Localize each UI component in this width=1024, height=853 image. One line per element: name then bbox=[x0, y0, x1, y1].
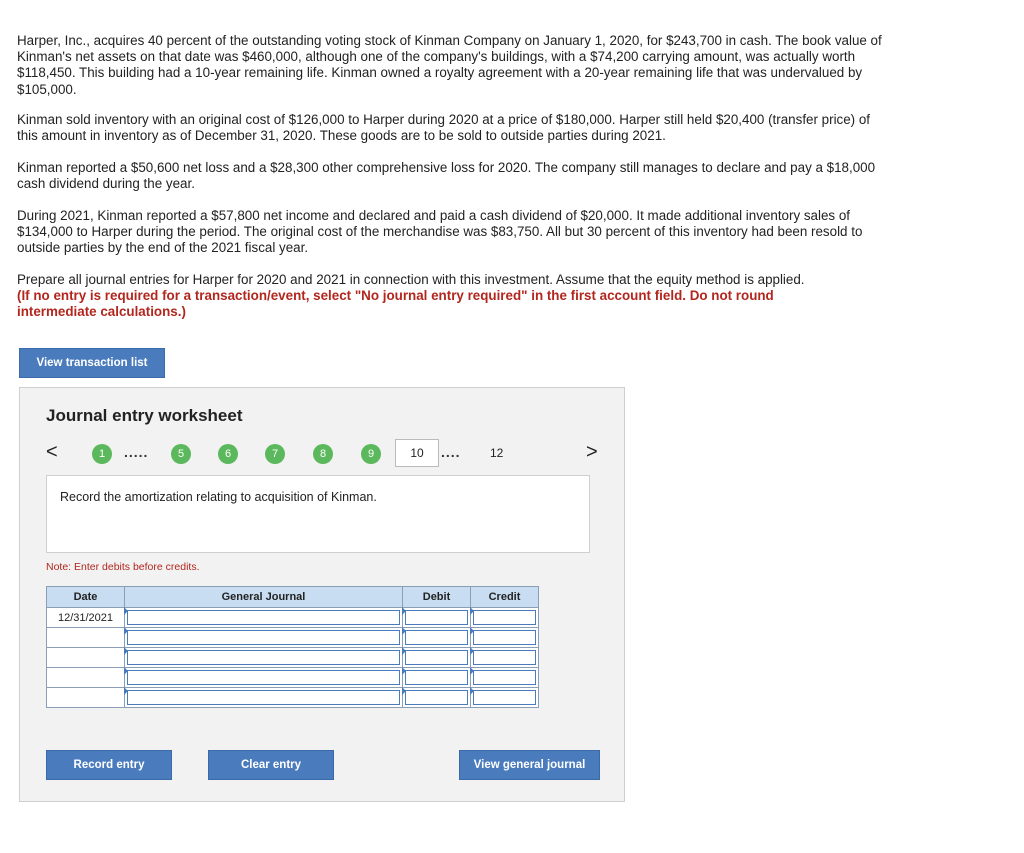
date-cell bbox=[47, 668, 125, 688]
debit-input[interactable] bbox=[403, 668, 471, 688]
step-7[interactable]: 7 bbox=[265, 444, 285, 464]
journal-entry-worksheet bbox=[19, 387, 625, 802]
record-entry-button[interactable]: Record entry bbox=[46, 750, 172, 780]
journal-table bbox=[46, 586, 539, 708]
credit-input[interactable] bbox=[471, 668, 539, 688]
date-cell bbox=[47, 628, 125, 648]
view-general-journal-button[interactable]: View general journal bbox=[459, 750, 600, 780]
clear-entry-button[interactable]: Clear entry bbox=[208, 750, 334, 780]
step-12[interactable]: 12 bbox=[490, 446, 504, 460]
step-1[interactable]: 1 bbox=[92, 444, 112, 464]
account-input[interactable] bbox=[125, 628, 403, 648]
entry-description: Record the amortization relating to acquisition of Kinman. bbox=[60, 490, 377, 504]
date-cell bbox=[47, 648, 125, 668]
credit-input[interactable] bbox=[471, 628, 539, 648]
problem-paragraph-4: During 2021, Kinman reported a $57,800 net income and declared and paid a cash dividend of $20,000. It made additional inventory sales of $134,000 to Harper during the period. The original cost of the merchandise was $83,750. All but 30 percent of this inventory had been resold to outside parties by the end of the 2021 fiscal year. bbox=[17, 208, 863, 256]
account-input[interactable] bbox=[125, 668, 403, 688]
problem-paragraph-1: Harper, Inc., acquires 40 percent of the outstanding voting stock of Kinman Company on January 1, 2020, for $243,700 in cash. The book value of Kinman's net assets on that date was $460,000, although one of the company's buildings, with a $74,200 carrying amount, was actually worth $118,450. This building had a 10-year remaining life. Kinman owned a royalty agreement with a 20-year remaining life that was undervalued by $105,000. bbox=[17, 33, 882, 97]
table-row bbox=[47, 668, 539, 688]
debit-input[interactable] bbox=[403, 648, 471, 668]
problem-paragraph-2: Kinman sold inventory with an original cost of $126,000 to Harper during 2020 at a price of $180,000. Harper still held $20,400 (transfer price) of this amount in inventory as of December 31, 2020. These goods are to be sold to outside parties during 2021. bbox=[17, 112, 871, 144]
general-journal-header: General Journal bbox=[125, 587, 403, 608]
note-text: Note: Enter debits before credits. bbox=[46, 561, 200, 573]
next-arrow-icon[interactable]: > bbox=[586, 441, 598, 463]
date-header: Date bbox=[47, 587, 125, 608]
entry-description-box bbox=[46, 475, 590, 553]
debit-input[interactable] bbox=[403, 608, 471, 628]
prev-arrow-icon[interactable]: < bbox=[46, 441, 58, 463]
credit-input[interactable] bbox=[471, 688, 539, 708]
account-input[interactable] bbox=[125, 648, 403, 668]
table-row bbox=[47, 608, 539, 628]
debit-input[interactable] bbox=[403, 688, 471, 708]
instructions-text: Prepare all journal entries for Harper for 2020 and 2021 in connection with this investment. Assume that the equity method is applied. bbox=[17, 272, 805, 287]
table-row bbox=[47, 688, 539, 708]
debit-header: Debit bbox=[403, 587, 471, 608]
date-cell bbox=[47, 688, 125, 708]
credit-input[interactable] bbox=[471, 608, 539, 628]
instructions-note: (If no entry is required for a transaction/event, select "No journal entry required" in the first account field. Do not round intermediate calculations.) bbox=[17, 288, 774, 320]
step-current-10[interactable]: 10 bbox=[395, 439, 439, 467]
date-cell: 12/31/2021 bbox=[47, 608, 125, 628]
account-input[interactable] bbox=[125, 608, 403, 628]
step-5[interactable]: 5 bbox=[171, 444, 191, 464]
problem-paragraph-3: Kinman reported a $50,600 net loss and a $28,300 other comprehensive loss for 2020. The company still manages to declare and pay a $18,000 cash dividend during the year. bbox=[17, 160, 876, 192]
steps-ellipsis: ..... bbox=[124, 444, 149, 460]
worksheet-title: Journal entry worksheet bbox=[46, 406, 243, 425]
step-6[interactable]: 6 bbox=[218, 444, 238, 464]
table-row bbox=[47, 628, 539, 648]
credit-input[interactable] bbox=[471, 648, 539, 668]
debit-input[interactable] bbox=[403, 628, 471, 648]
step-9[interactable]: 9 bbox=[361, 444, 381, 464]
steps-ellipsis-2: .... bbox=[441, 444, 461, 460]
step-8[interactable]: 8 bbox=[313, 444, 333, 464]
credit-header: Credit bbox=[471, 587, 539, 608]
view-transaction-list-button[interactable]: View transaction list bbox=[19, 348, 165, 378]
table-row bbox=[47, 648, 539, 668]
account-input[interactable] bbox=[125, 688, 403, 708]
